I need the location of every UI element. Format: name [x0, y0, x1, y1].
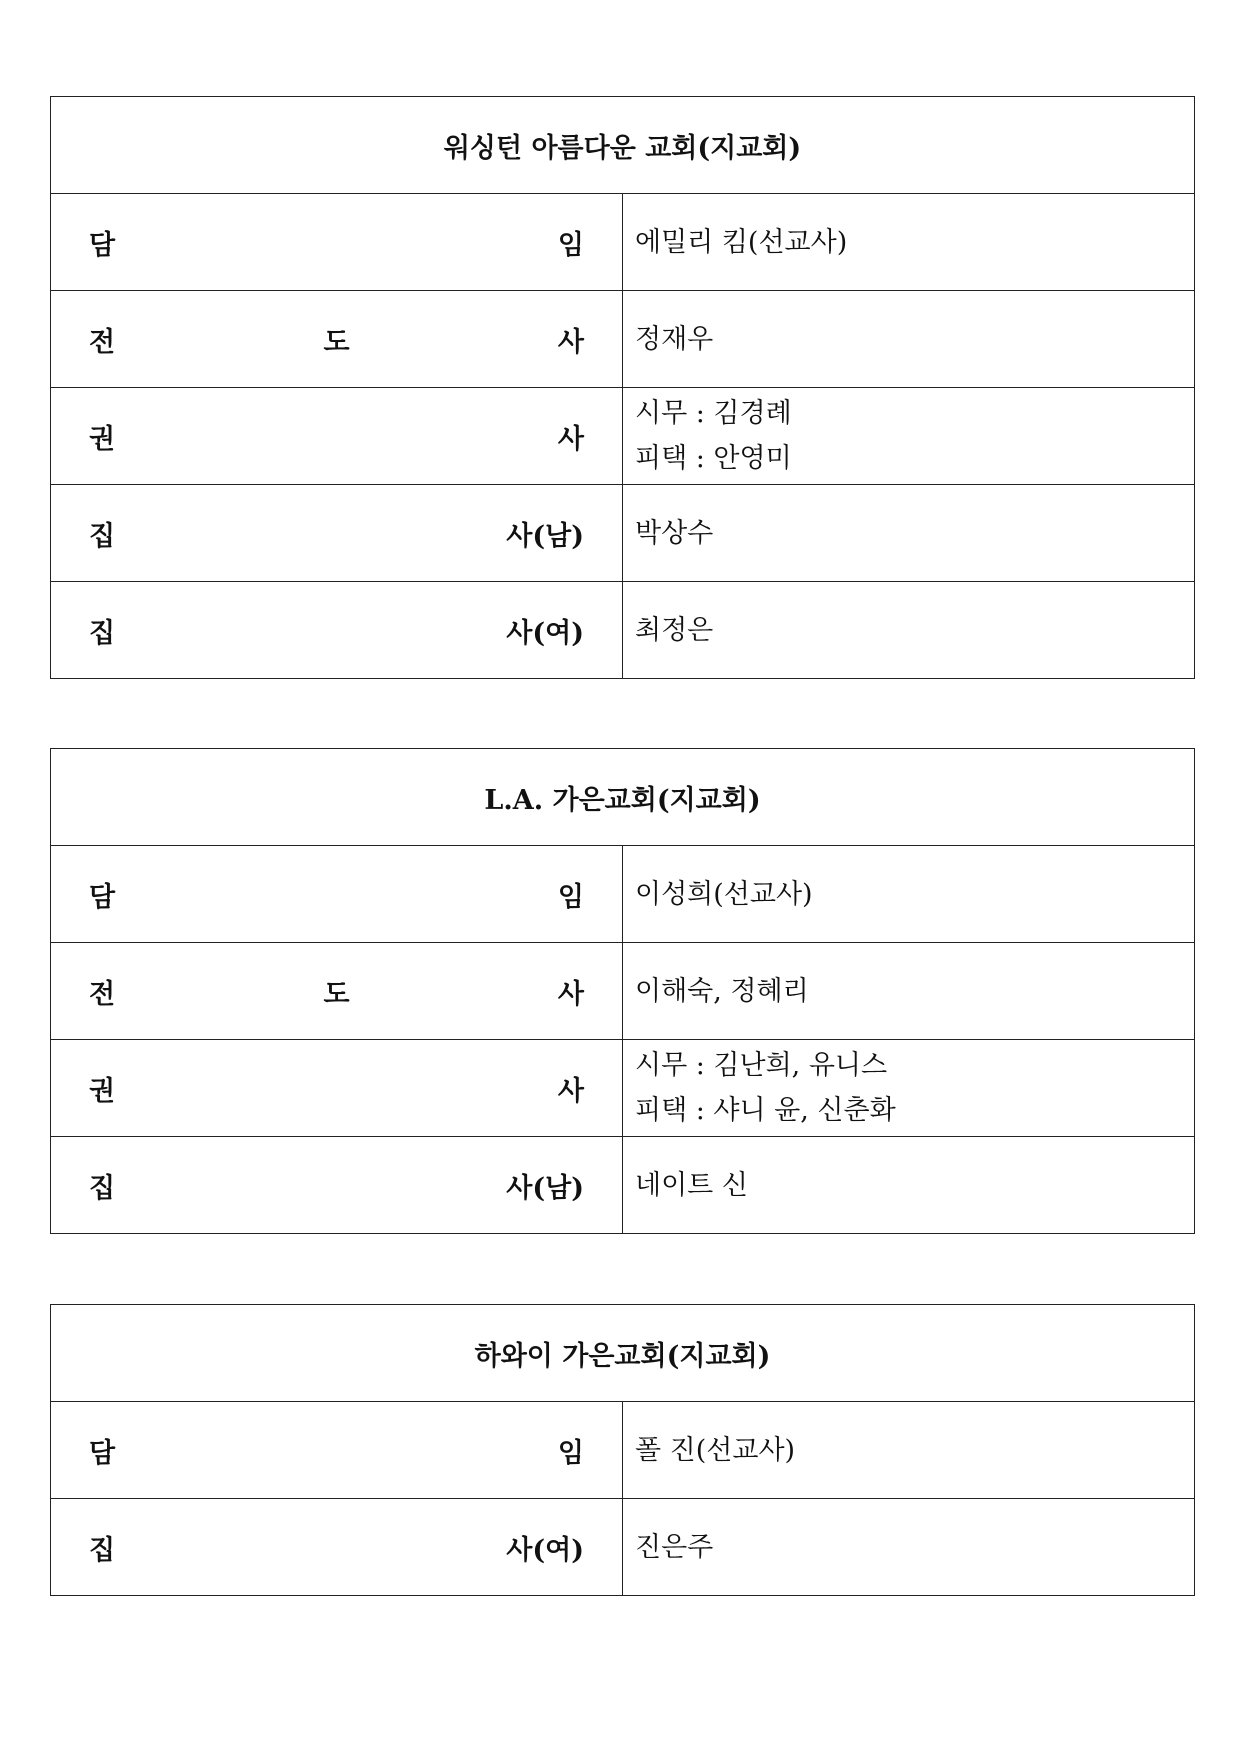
role-cell: [51, 846, 623, 943]
church-table-hawaii: [50, 1304, 1195, 1596]
role-cell: [51, 582, 623, 679]
role-part: 사: [557, 423, 584, 455]
role-cell: [51, 194, 623, 291]
names-cell: [623, 291, 1195, 388]
role-part: 임: [557, 1437, 584, 1469]
names-cell: [623, 485, 1195, 582]
role-cell: [51, 388, 623, 485]
name-line: 정재우: [635, 323, 714, 355]
names-cell: [623, 1499, 1195, 1596]
name-line: 이성희(선교사): [635, 878, 813, 910]
table-row: [51, 1402, 1195, 1499]
name-line: 박상수: [635, 517, 714, 549]
names-cell: [623, 194, 1195, 291]
names-cell: [623, 1137, 1195, 1234]
role-part: 담: [89, 229, 116, 261]
table-header-row: [51, 97, 1195, 194]
names-cell: [623, 388, 1195, 485]
role-cell: [51, 1499, 623, 1596]
role-part: 임: [557, 881, 584, 913]
church-title: 워싱턴 아름다운 교회(지교회): [51, 97, 1195, 194]
names-cell: [623, 943, 1195, 1040]
name-line: 폴 진(선교사): [635, 1434, 796, 1466]
table-row: [51, 485, 1195, 582]
table-row: [51, 291, 1195, 388]
role-part: 도: [323, 326, 350, 358]
role-cell: [51, 485, 623, 582]
name-line: 시무 : 김난희, 유니스: [635, 1050, 888, 1081]
role-part: 임: [557, 229, 584, 261]
role-cell: [51, 1040, 623, 1137]
church-title: L.A. 가은교회(지교회): [51, 749, 1195, 846]
role-part: 사: [557, 978, 584, 1010]
name-line: 최정은: [635, 614, 714, 646]
role-part: 도: [323, 978, 350, 1010]
name-line: 피택 : 샤니 윤, 신춘화: [635, 1095, 896, 1126]
table-row: [51, 582, 1195, 679]
role-part: 집: [89, 1534, 116, 1566]
role-part: 사(남): [506, 520, 584, 552]
name-line: 네이트 신: [635, 1169, 748, 1201]
names-cell: [623, 1040, 1195, 1137]
role-part: 사(여): [506, 617, 584, 649]
role-part: 담: [89, 1437, 116, 1469]
name-line: 이해숙, 정혜리: [635, 975, 809, 1007]
role-part: 전: [89, 978, 116, 1010]
role-part: 권: [89, 1075, 116, 1107]
church-title: 하와이 가은교회(지교회): [51, 1305, 1195, 1402]
role-part: 사: [557, 326, 584, 358]
table-header-row: [51, 749, 1195, 846]
table-header-row: [51, 1305, 1195, 1402]
role-cell: [51, 1402, 623, 1499]
table-row: [51, 388, 1195, 485]
role-part: 집: [89, 520, 116, 552]
table-row: [51, 1137, 1195, 1234]
role-cell: [51, 943, 623, 1040]
names-cell: [623, 582, 1195, 679]
role-part: 사(남): [506, 1172, 584, 1204]
names-cell: [623, 1402, 1195, 1499]
role-cell: [51, 291, 623, 388]
name-line: 에밀리 킴(선교사): [635, 226, 848, 258]
table-row: [51, 943, 1195, 1040]
role-part: 집: [89, 1172, 116, 1204]
table-row: [51, 1499, 1195, 1596]
role-part: 전: [89, 326, 116, 358]
church-table-la: [50, 748, 1195, 1234]
role-part: 집: [89, 617, 116, 649]
role-part: 사(여): [506, 1534, 584, 1566]
role-part: 권: [89, 423, 116, 455]
role-part: 사: [557, 1075, 584, 1107]
names-cell: [623, 846, 1195, 943]
name-line: 시무 : 김경례: [635, 398, 792, 429]
table-row: [51, 846, 1195, 943]
table-row: [51, 1040, 1195, 1137]
role-cell: [51, 1137, 623, 1234]
table-row: [51, 194, 1195, 291]
role-part: 담: [89, 881, 116, 913]
church-table-washington: [50, 96, 1195, 679]
name-line: 피택 : 안영미: [635, 443, 792, 474]
name-line: 진은주: [635, 1531, 714, 1563]
